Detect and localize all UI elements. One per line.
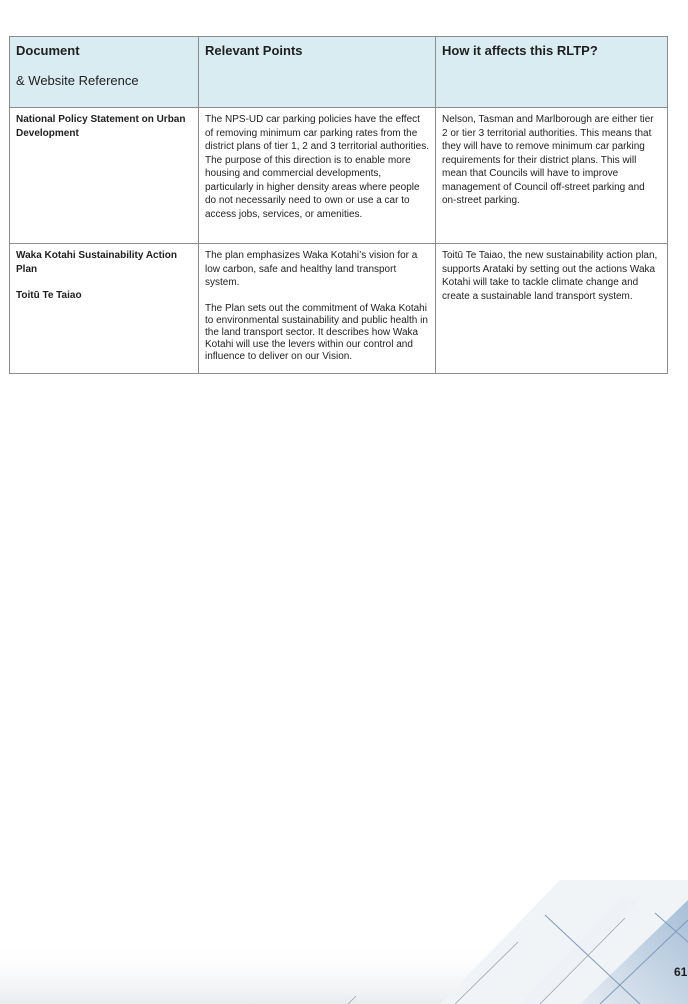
- affects-cell: [436, 244, 668, 374]
- header-document-sub: & Website Reference: [16, 73, 139, 88]
- affects-cell: [436, 108, 668, 244]
- relevant-points-cell: [199, 108, 436, 244]
- table-header-row: [10, 37, 668, 108]
- relevant-point: The plan emphasizes Waka Kotahi’s vision for a low carbon, safe and healthy land transport system.: [205, 250, 418, 288]
- table-row: [10, 108, 668, 244]
- table-row: [10, 244, 668, 374]
- document-cell: [10, 244, 199, 374]
- policy-table: [9, 36, 668, 374]
- relevant-point: The NPS-UD car parking policies have the effect of removing minimum car parking rates from the district plans of tier 1, 2 and 3 territorial authorities. The purpose of this direction is to enable more housing and commercial developments, particularly in higher density areas where people do not necessarily need to own or use a car to access jobs, services, or amenities.: [205, 114, 429, 220]
- header-relevant-label: Relevant Points: [205, 43, 303, 58]
- page-number: 61: [674, 965, 688, 979]
- document-cell: [10, 108, 199, 244]
- header-affects: [436, 37, 668, 108]
- relevant-point: The Plan sets out the commitment of Waka Kotahi to environmental sustainability and public health in the land transport sector. It describes how Waka Kotahi will use the levers within our control and influence to deliver on our Vision.: [205, 302, 428, 362]
- affects-text: Nelson, Tasman and Marlborough are either tier 2 or tier 3 territorial authorities. This means that they will have to remove minimum car parking requirements for their district plans. This will mean that Councils will have to improve management of Council off-street parking and on-street parking.: [442, 114, 654, 206]
- document-subtitle: Toitū Te Taiao: [16, 290, 82, 301]
- header-document-label: Document: [16, 43, 80, 58]
- header-relevant-points: [199, 37, 436, 108]
- document-title: Waka Kotahi Sustainability Action Plan: [16, 250, 177, 275]
- affects-text: Toitū Te Taiao, the new sustainability action plan, supports Arataki by setting out the actions Waka Kotahi will take to tackle climate change and create a sustainable land transport system.: [442, 250, 658, 302]
- header-affects-label: How it affects this RLTP?: [442, 43, 598, 58]
- relevant-points-cell: [199, 244, 436, 374]
- corner-decoration: [0, 880, 688, 1004]
- document-title: National Policy Statement on Urban Development: [16, 114, 186, 139]
- header-document: [10, 37, 199, 108]
